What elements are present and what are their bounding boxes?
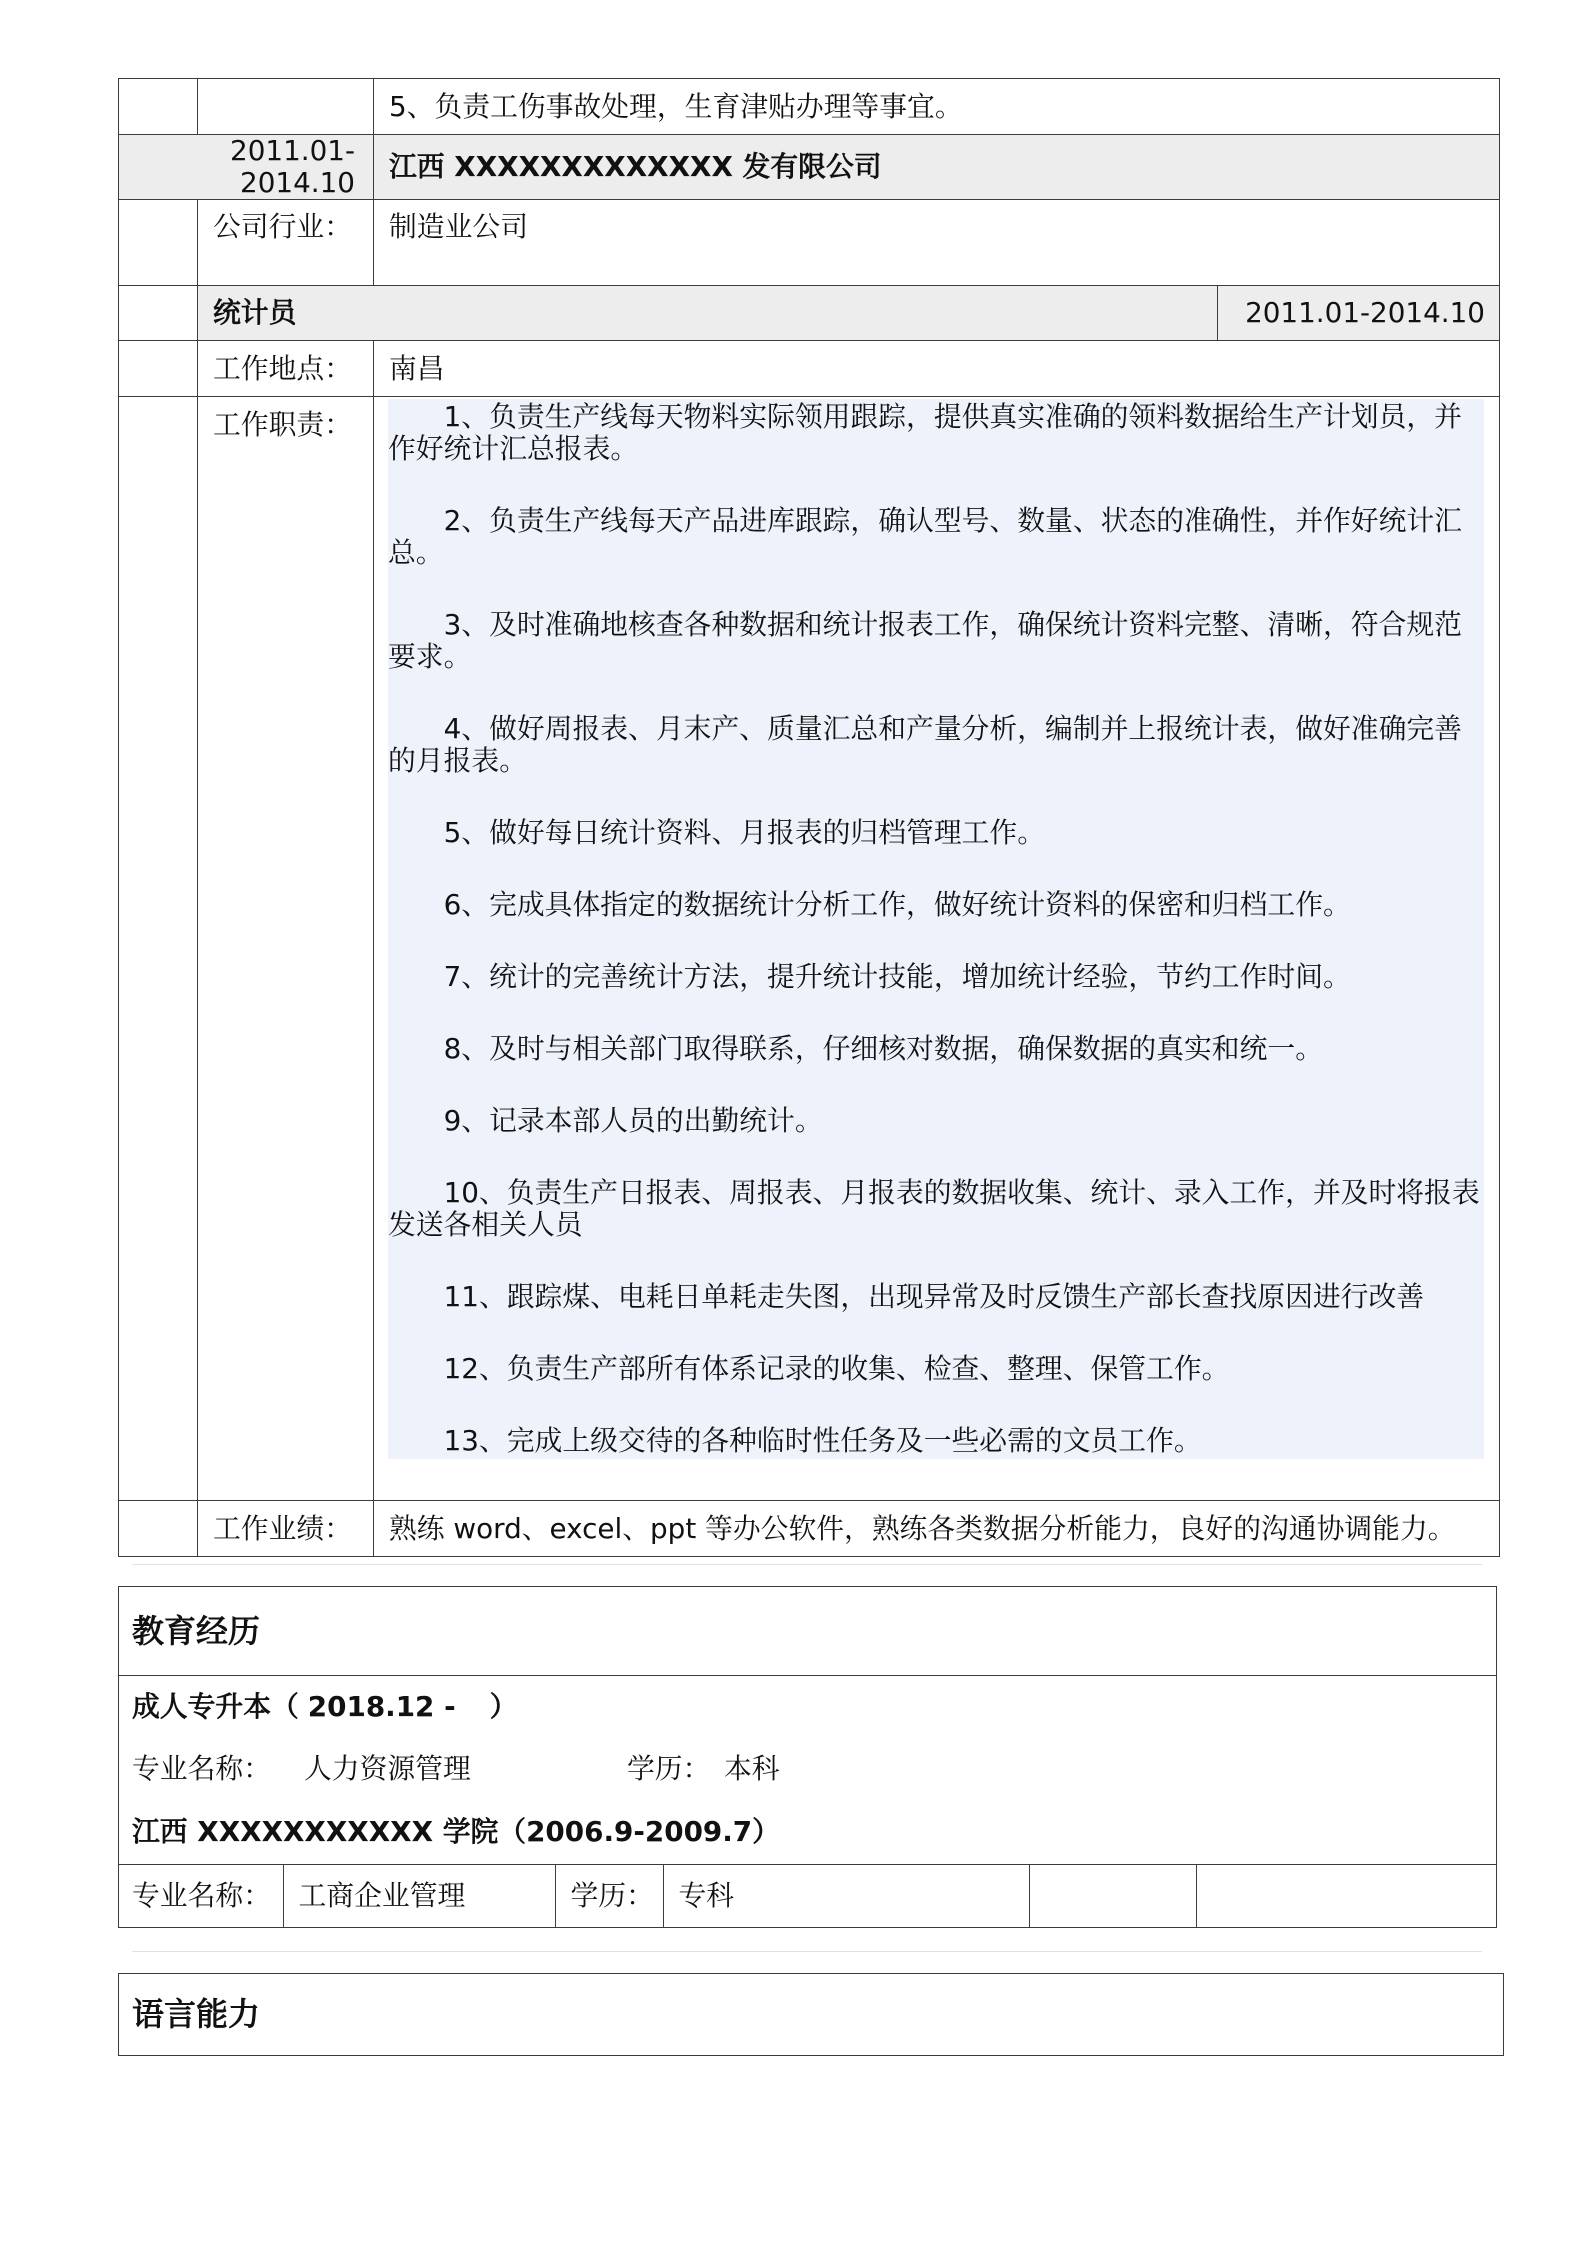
duties-label: 工作职责： [198, 397, 374, 1501]
duty-item: 8、及时与相关部门取得联系，仔细核对数据，确保数据的真实和统一。 [443, 1032, 1323, 1065]
industry-label: 公司行业： [198, 200, 374, 286]
position-title: 统计员 [198, 286, 1218, 341]
gutter-cell [119, 79, 198, 135]
duty-item: 5、做好每日统计资料、月报表的归档管理工作。 [443, 816, 1046, 849]
previous-duty-text: 5、负责工伤事故处理，生育津贴办理等事宜。 [374, 79, 1500, 135]
gutter-cell [119, 1501, 198, 1557]
education-entry-details [119, 1738, 1496, 1800]
education-section [118, 1586, 1497, 1928]
empty-cell [1196, 1865, 1496, 1928]
achievements-row [119, 1501, 1500, 1557]
duty-item: 3、及时准确地核查各种数据和统计报表工作，确保统计资料完整、清晰，符合规范要求。 [388, 608, 1462, 673]
education-title-close: ） [489, 1690, 518, 1723]
degree-value: 专科 [663, 1865, 1029, 1928]
section-divider [132, 1951, 1482, 1952]
duty-item: 13、完成上级交待的各种临时性任务及一些必需的文员工作。 [443, 1424, 1202, 1457]
location-value: 南昌 [374, 341, 1500, 397]
previous-duty-row [119, 79, 1500, 135]
major-value: 工商企业管理 [283, 1865, 555, 1928]
duties-cell [374, 397, 1500, 1501]
duty-item: 2、负责生产线每天产品进库跟踪，确认型号、数量、状态的准确性，并作好统计汇总。 [388, 504, 1462, 569]
language-heading: 语言能力 [132, 1995, 261, 2033]
education-school: 成人专升本（ [132, 1690, 299, 1723]
duty-item: 7、统计的完善统计方法，提升统计技能，增加统计经验，节约工作时间。 [443, 960, 1351, 993]
gutter-cell [119, 200, 198, 286]
language-section [118, 1973, 1504, 2056]
achievements-label: 工作业绩： [198, 1501, 374, 1557]
achievements-value: 熟练 word、excel、ppt 等办公软件，熟练各类数据分析能力，良好的沟通协调能力。 [374, 1501, 1500, 1557]
company-period: 2011.01-2014.10 [119, 135, 374, 200]
location-label: 工作地点： [198, 341, 374, 397]
label-cell [198, 79, 374, 135]
empty-cell [1029, 1865, 1196, 1928]
education-details-table [119, 1864, 1496, 1927]
location-row [119, 341, 1500, 397]
gutter-cell [119, 286, 198, 341]
degree-label: 学历： [627, 1752, 711, 1785]
company-row [119, 135, 1500, 200]
industry-value: 制造业公司 [374, 200, 1500, 286]
education-heading: 教育经历 [119, 1587, 1496, 1676]
company-name: 江西 XXXXXXXXXXXXX 发有限公司 [374, 135, 1500, 200]
duty-item: 12、负责生产部所有体系记录的收集、检查、整理、保管工作。 [443, 1352, 1230, 1385]
position-row [119, 286, 1500, 341]
education-period: 2018.12 - [307, 1690, 456, 1723]
work-experience-table [118, 78, 1500, 1557]
gutter-cell [119, 341, 198, 397]
major-label: 专业名称： [132, 1752, 271, 1785]
duties-list [388, 399, 1484, 1459]
major-value: 人力资源管理 [304, 1752, 471, 1785]
degree-value: 本科 [724, 1752, 780, 1785]
education-details-row [119, 1865, 1496, 1928]
degree-label: 学历： [555, 1865, 663, 1928]
industry-row [119, 200, 1500, 286]
duty-item: 1、负责生产线每天物料实际领用跟踪，提供真实准确的领料数据给生产计划员，并作好统计汇总报表。 [388, 400, 1462, 465]
section-divider [132, 1564, 1482, 1565]
duty-item: 9、记录本部人员的出勤统计。 [443, 1104, 823, 1137]
duty-item: 4、做好周报表、月末产、质量汇总和产量分析，编制并上报统计表，做好准确完善的月报表。 [388, 712, 1462, 777]
major-label: 专业名称： [119, 1865, 283, 1928]
duties-row [119, 397, 1500, 1501]
duty-item: 10、负责生产日报表、周报表、月报表的数据收集、统计、录入工作，并及时将报表发送各相关人员 [388, 1176, 1480, 1241]
education-entry-title: 江西 XXXXXXXXXXX 学院（2006.9-2009.7） [132, 1815, 780, 1848]
education-entry-title [119, 1676, 1496, 1738]
position-period: 2011.01-2014.10 [1218, 286, 1500, 341]
duty-item: 6、完成具体指定的数据统计分析工作，做好统计资料的保密和归档工作。 [443, 888, 1351, 921]
duty-item: 11、跟踪煤、电耗日单耗走失图，出现异常及时反馈生产部长查找原因进行改善 [443, 1280, 1425, 1313]
gutter-cell [119, 397, 198, 1501]
